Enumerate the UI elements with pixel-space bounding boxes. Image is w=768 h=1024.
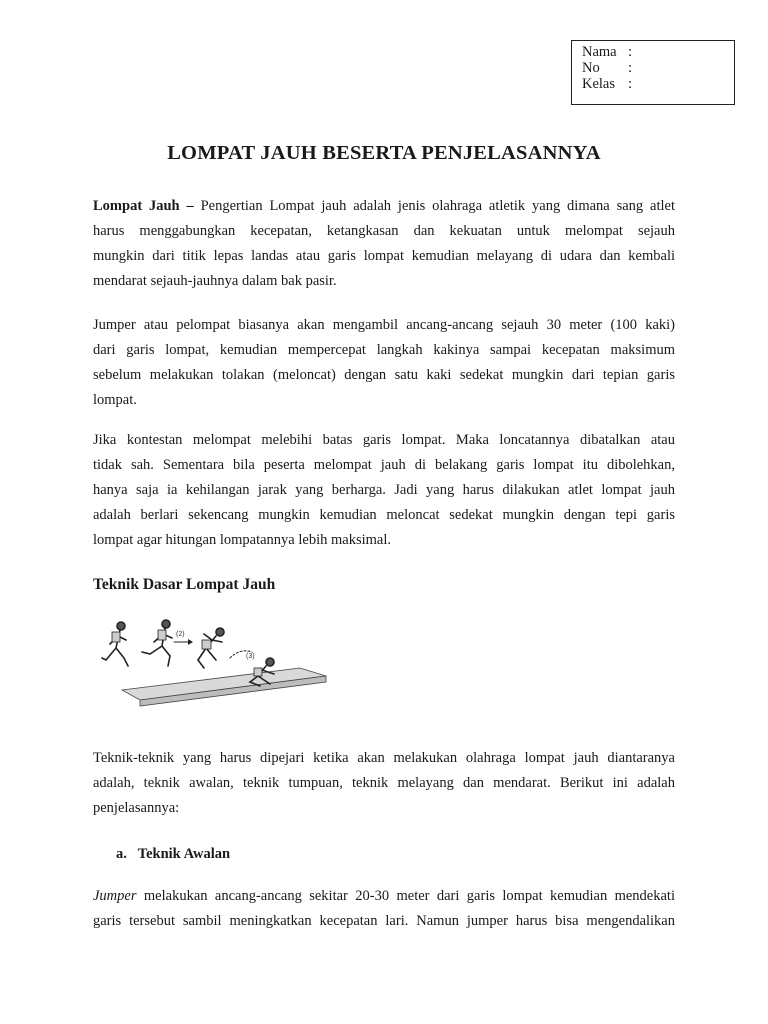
line-text: Pengertian Lompat jauh adalah jenis olahraga atletik yang dimana sang atlet	[193, 198, 675, 214]
sand-pit-icon	[122, 668, 326, 706]
class-colon: :	[628, 76, 633, 92]
paragraph-line: dari garis lompat, kemudian mempercepat langkah kakinya sampai kecepatan maksimum	[93, 342, 675, 358]
name-label: Nama	[582, 44, 617, 60]
paragraph-techniques	[93, 746, 675, 821]
student-info-box	[571, 40, 735, 105]
list-marker: a.	[116, 846, 127, 862]
section-heading: Teknik Dasar Lompat Jauh	[93, 576, 276, 593]
long-jump-illustration	[94, 612, 330, 708]
number-colon: :	[628, 60, 633, 76]
paragraph-line: Jumper atau pelompat biasanya akan mengambil ancang-ancang sejauh 30 meter (100 kaki)	[93, 317, 675, 333]
runner-figure-icon	[102, 622, 128, 666]
jumper-figure-icon	[142, 620, 193, 666]
paragraph-line	[93, 884, 675, 909]
number-label: No	[582, 60, 600, 76]
subsection-title: Teknik Awalan	[137, 846, 231, 862]
paragraph-line: hanya saja ia kehilangan jarak yang berharga. Jadi yang harus dilakukan atlet lompat jauh	[93, 482, 675, 498]
line-text: melakukan ancang-ancang sekitar 20-30 meter dari garis lompat kemudian mendekati	[136, 888, 675, 904]
paragraph-awalan	[93, 884, 675, 934]
number-row	[582, 60, 734, 76]
subsection-heading	[116, 846, 230, 863]
document-title: LOMPAT JAUH BESERTA PENJELASANNYA	[167, 142, 601, 164]
italic-term: Jumper	[93, 888, 137, 904]
class-label: Kelas	[582, 76, 616, 92]
paragraph-line: garis tersebut sambil meningkatkan kecepatan lari. Namun jumper harus bisa mengendalikan	[93, 913, 675, 929]
class-row	[582, 76, 734, 92]
paragraph-line: mendarat sejauh-jauhnya dalam bak pasir.	[93, 273, 337, 289]
paragraph-line: adalah, teknik awalan, teknik tumpuan, teknik melayang dan mendarat. Berikut ini adalah	[93, 775, 675, 791]
paragraph-line: lompat agar hitungan lompatannya lebih maksimal.	[93, 532, 391, 548]
flying-figure-icon	[198, 628, 224, 668]
name-row	[582, 44, 734, 60]
paragraph-line: sebelum melakukan tolakan (meloncat) dengan satu kaki sedekat mungkin dari tepian garis	[93, 367, 675, 383]
paragraph-line: penjelasannya:	[93, 800, 180, 816]
paragraph-line: mungkin dari titik lepas landas atau garis lompat kemudian melayang di udara dan kembali	[93, 248, 675, 264]
figure-label-3: (3)	[246, 653, 255, 660]
paragraph-line: tidak sah. Sementara bila peserta melompat jauh di belakang garis lompat itu dibolehkan,	[93, 457, 675, 473]
paragraph-jumper	[93, 313, 675, 413]
paragraph-line: Teknik-teknik yang harus dipejari ketika akan melakukan olahraga lompat jauh diantaranya	[93, 750, 675, 766]
paragraph-line: Jika kontestan melompat melebihi batas garis lompat. Maka loncatannya dibatalkan atau	[93, 432, 675, 448]
figure-label-2: (2)	[176, 631, 185, 638]
paragraph-line: adalah berlari sekencang mungkin kemudian meloncat sedekat mungkin dengan tepi garis	[93, 507, 675, 523]
name-colon: :	[628, 44, 633, 60]
paragraph-rules	[93, 428, 675, 553]
paragraph-line: lompat.	[93, 392, 137, 408]
paragraph-line: harus menggabungkan kecepatan, ketangkasan dan kekuatan untuk melompat sejauh	[93, 223, 675, 239]
term-lead: Lompat Jauh –	[93, 198, 194, 214]
paragraph-line	[93, 194, 675, 219]
paragraph-definition	[93, 194, 675, 294]
